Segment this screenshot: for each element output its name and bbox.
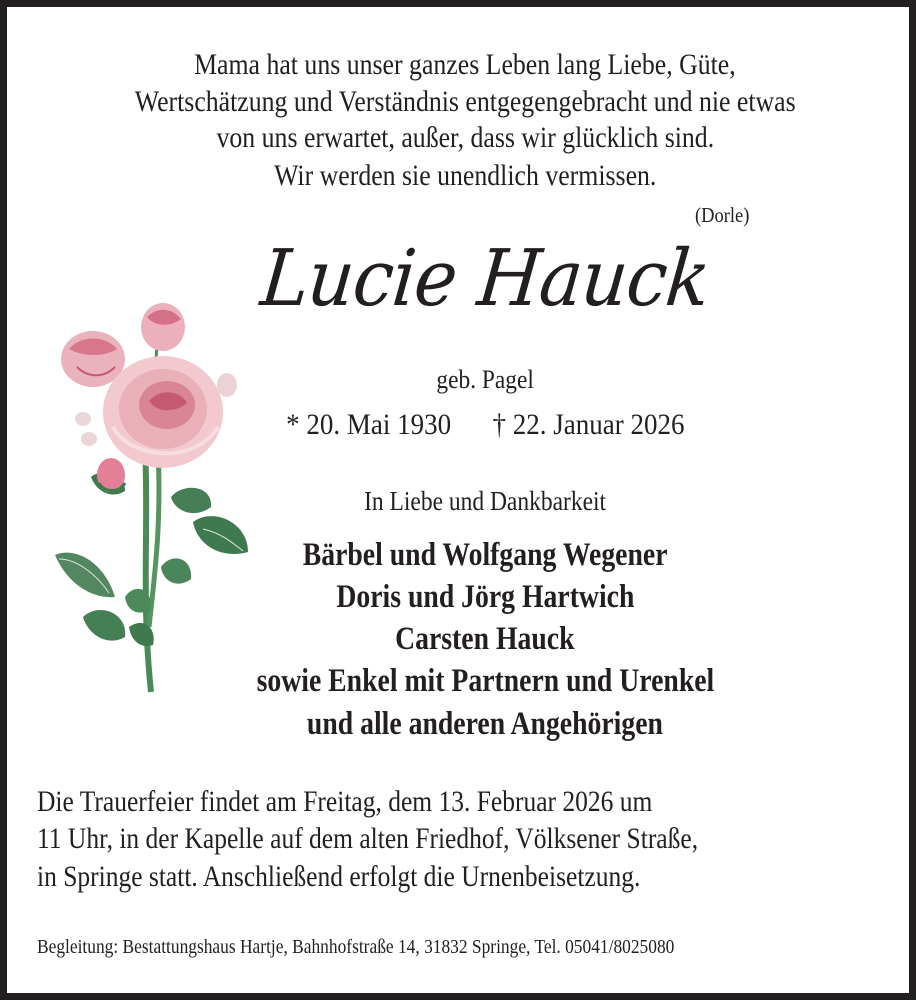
birth-date: * 20. Mai 1930 <box>285 408 451 441</box>
service-line-1: Die Trauerfeier findet am Freitag, dem 13. Februar 2026 um <box>37 785 653 818</box>
poem-line-3: von uns erwartet, außer, dass wir glücklich sind. <box>216 121 714 154</box>
mourner-name: Doris und Jörg Hartwich <box>336 579 634 615</box>
birth-name: geb. Pagel <box>436 365 534 394</box>
poem-signature: (Dorle) <box>695 203 750 227</box>
service-line-2: 11 Uhr, in der Kapelle auf dem alten Friedhof, Völksener Straße, <box>37 822 699 855</box>
thanks-intro: In Liebe und Dankbarkeit <box>364 486 606 516</box>
service-line-3: in Springe statt. Anschließend erfolgt die Urnenbeisetzung. <box>37 860 641 893</box>
mourner-name: Bärbel und Wolfgang Wegener <box>302 537 668 573</box>
mourner-name: Carsten Hauck <box>395 621 575 657</box>
poem-line-2: Wertschätzung und Verständnis entgegengebracht und nie etwas <box>134 85 796 118</box>
funeral-home-info: Begleitung: Bestattungshaus Hartje, Bahnhofstraße 14, 31832 Springe, Tel. 05041/8025080 <box>37 936 675 958</box>
deceased-name: Lucie Hauck <box>256 234 714 324</box>
mourner-name: sowie Enkel mit Partnern und Urenkel <box>256 663 714 699</box>
death-date: † 22. Januar 2026 <box>492 408 685 441</box>
poem-line-4: Wir werden sie unendlich vermissen. <box>273 159 657 192</box>
poem-line-1: Mama hat uns unser ganzes Leben lang Liebe, Güte, <box>194 48 736 81</box>
mourner-name: und alle anderen Angehörigen <box>306 706 664 742</box>
life-dates <box>27 407 916 443</box>
